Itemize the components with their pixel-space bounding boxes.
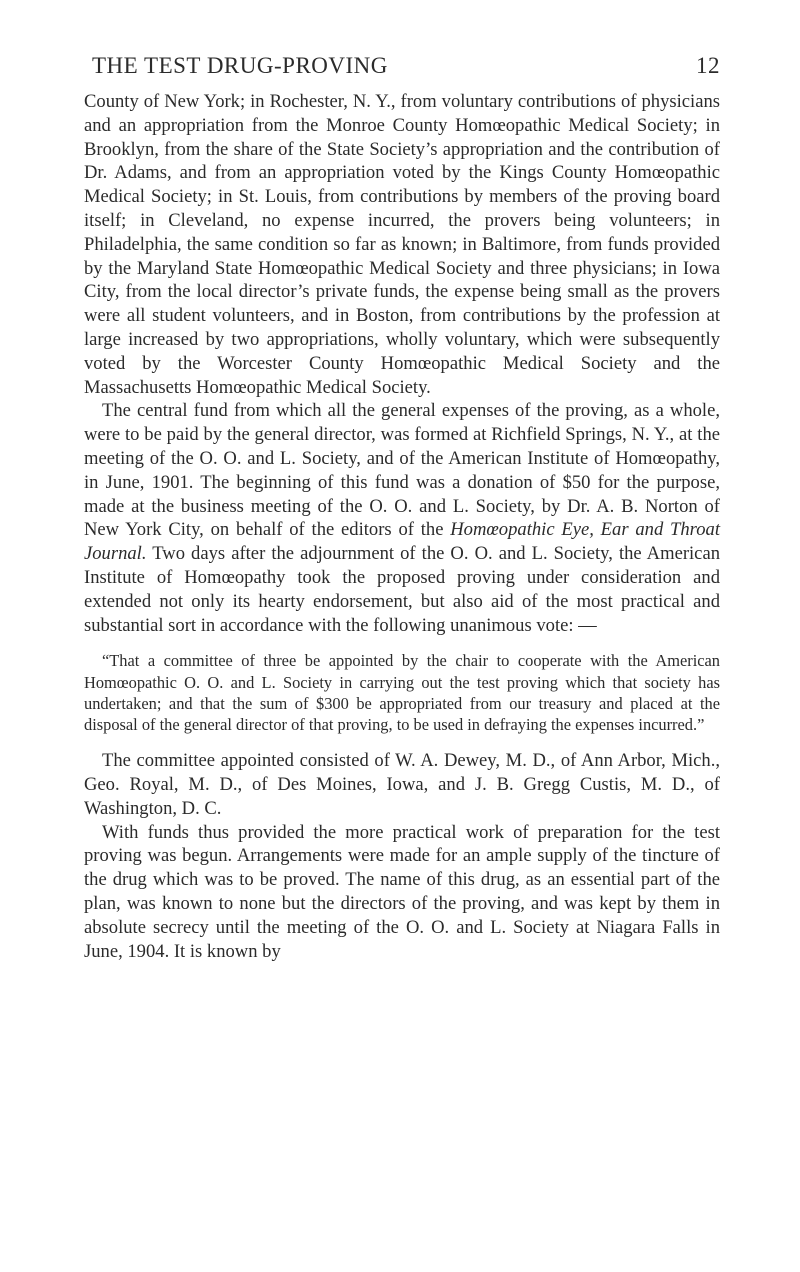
body-text-continued — [84, 749, 720, 963]
paragraph-4: With funds thus provided the more practical work of preparation for the test proving was begun. Arrangements were made for an ample supply of the tincture of the drug which was to be proved. The name of this drug, as an essential part of the plan, was known to none but the directors of the proving, and was kept by them in absolute secrecy until the meeting of the O. O. and L. Society at Niagara Falls in June, 1904. It is known by — [84, 821, 720, 962]
paragraph-2 — [84, 399, 720, 637]
running-head — [84, 50, 720, 82]
page-number: 12 — [696, 53, 720, 78]
journal-title: Homœopathic Eye, Ear and Throat Journal. — [84, 519, 720, 565]
paragraph-3: The committee appointed consisted of W. A. Dewey, M. D., of Ann Arbor, Mich., Geo. Royal, M. D., of Des Moines, Iowa, and J. B. Gregg Custis, M. D., of Washington, D. C. — [84, 750, 720, 819]
paragraph-1: County of New York; in Rochester, N. Y., from voluntary contributions of physicians and an appropriation from the Monroe County Homœopathic Medical Society; in Brooklyn, from the share of the State Society’s appropriation and the contribution of Dr. Adams, and from an appropriation voted by the Kings County Homœopathic Medical Society; in St. Louis, from contributions by members of the proving board itself; in Cleveland, no expense incurred, the provers being volunteers; in Philadelphia, the same condition so far as known; in Baltimore, from funds provided by the Maryland State Homœopathic Medical Society and three physicians; in Iowa City, from the local director’s private funds, the expense being small as the provers were all student volunteers, and in Boston, from contributions by the profession at large increased by two appropriations, wholly voluntary, which were subsequently voted by the Worcester County Homœopathic Medical Society and the Massachusetts Homœopathic Medical Society. — [84, 91, 720, 398]
running-title: THE TEST DRUG-PROVING — [92, 53, 388, 78]
paragraph-2-text-a: The central fund from which all the general expenses of the proving, as a whole, were to be paid by the general director, was formed at Richfield Springs, N. Y., at the meeting of the O. O. and L. Society, and of the American Institute of Homœopathy, in June, 1901. The beginning of this fund was a donation of $50 for the purpose, made at the business meeting of the O. O. and L. Society, by Dr. A. B. Norton of New York City, on behalf of the editors of the — [84, 400, 720, 541]
body-text — [84, 90, 720, 637]
paragraph-2-text-b: Two days after the adjournment of the O. O. and L. Society, the American Institute of Homœopathy took the proposed proving under consideration and extended not only its hearty endorsement, but also aid of the most practical and substantial sort in accordance with the following unanimous vote: — — [84, 543, 720, 636]
book-page — [84, 50, 720, 963]
resolution-quote: “That a committee of three be appointed by the chair to cooperate with the American Homœopathic O. O. and L. Society in carrying out the test proving which that society has undertaken; and that the sum of $300 be appropriated from our treasury and placed at the disposal of the general director of that proving, to be used in defraying the expenses incurred.” — [84, 651, 720, 734]
